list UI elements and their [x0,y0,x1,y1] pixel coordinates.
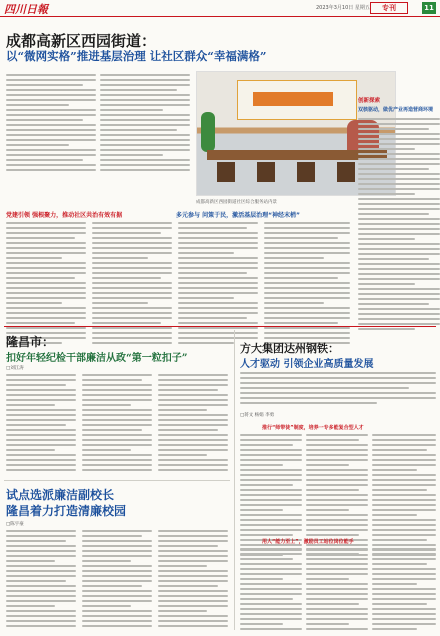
school-col-3 [158,530,228,627]
dazhou-subhead-1: 推行“师带徒”制度，培养一专多能复合型人才 [262,425,364,431]
dazhou-author: □蒋文 杨娟 李勇 [240,413,275,418]
longchang-col-3 [158,374,228,471]
sidebar-headline: 双核驱动，做优产业再造营商环境 [358,107,434,113]
photo-chair [217,162,235,182]
issue-date: 2023年3月10日 星期五 [316,5,370,11]
longchang-headline-line1: 隆昌市： [6,335,55,349]
column-divider [234,330,235,630]
section-label: 专刊 [370,2,408,14]
section-divider [4,326,436,327]
dazhou-col-6 [372,548,436,630]
subhead-participation: 多元参与 问策于民，激活基层治理“神经末梢” [176,212,300,219]
masthead [0,0,440,17]
longchang-headline-line2: 扣好年轻纪检干部廉洁从政“第一粒扣子” [6,353,188,364]
school-col-2 [82,530,152,627]
page-number: 11 [422,2,436,14]
sidebar-text [358,118,440,330]
sidebar-column [358,96,440,330]
dazhou-col-4 [240,548,302,630]
photo-chair [297,162,315,182]
dazhou-subhead-2: 用人“能力至上”，激励员工站位岗位能手 [262,539,354,545]
photo-chair [257,162,275,182]
photo-chair [337,162,355,182]
photo-caption: 成都高新区西园街道社区综合服务站内景 [196,200,277,205]
dazhou-col-3 [372,434,436,556]
subhead-party-building: 党建引领 强根聚力，推动社区共治有效有据 [6,212,123,219]
photo-plant [201,112,215,152]
longchang-col-1 [6,374,76,471]
photo-sign [253,92,333,106]
school-author: □陈宇豪 [6,522,24,527]
dazhou-col-5 [306,548,368,630]
school-headline-line1: 试点选派廉洁副校长 [6,488,115,502]
intro-text-col2 [100,74,190,171]
school-headline-line2: 隆昌着力打造清廉校园 [6,504,127,518]
longchang-col-2 [82,374,152,471]
sidebar-label: 创新探索 [358,98,381,104]
newspaper-logo: 四川日報 [4,3,48,16]
dazhou-headline-line2: 人才驱动 引领企业高质量发展 [240,359,374,370]
school-col-1 [6,530,76,627]
main-headline-line1: 成都高新区西园街道： [6,32,157,50]
longchang-author: □刘江涛 [6,366,24,371]
main-headline-line2: 以“微网实格”推进基层治理 让社区群众“幸福满格” [6,49,267,63]
dazhou-headline-line1: 方大集团达州钢铁： [240,342,339,355]
intro-text-col1 [6,74,96,171]
lower-left-divider [4,480,230,481]
dazhou-intro [240,372,436,404]
